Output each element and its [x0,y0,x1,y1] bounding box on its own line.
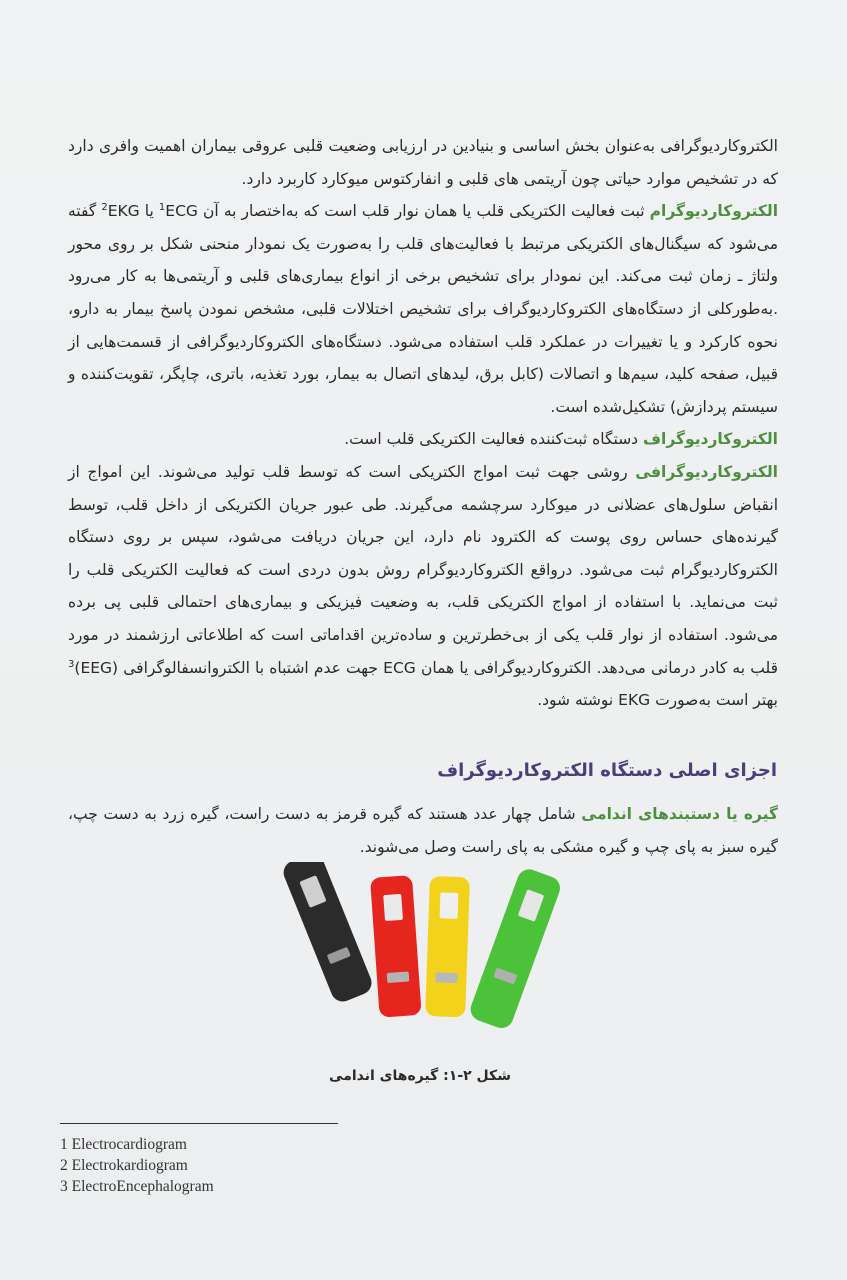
footnote-2: 2 Electrokardiogram [60,1157,188,1174]
abbr-ecg: ECG [383,658,416,677]
text-run: گفته می‌شود که سیگنال‌های الکتریکی مرتبط با فعالیت‌های قلب را به‌صورت یک نمودار منحنی شکل بر روی محور ولتاژ ـ زمان ثبت می‌کند. این نمودار برای تشخیص برخی از انواع بیماری‌های قلبی و آریتمی‌ها به کار می‌رود .به‌طورکلی از دستگاه‌های الکتروکاردیوگراف برای تشخیص اختلالات قلبی، مشخص نمودن پاسخ بیمار به دارو، نحوه کارکرد و یا تغییرات در عملکرد قلب استفاده می‌شود. دستگاه‌های الکتروکاردیوگرافی از قسمت‌هایی از قبیل، صفحه کلید، سیم‌ها و اتصالات (کابل برق، لیدهای اتصال به بیمار، بورد تغذیه، باتری، چاپگر، تقویت‌کننده و سیستم پردازش) تشکیل‌شده است. [68,202,778,416]
abbr-ecg: ECG [165,202,198,221]
figure-caption: شکل ۲-۱: گیره‌های اندامی [329,1068,511,1084]
text-run: نوشته شود. [537,691,619,710]
abbr-ekg: EKG [107,202,140,221]
footnote-ref-3: 3 [68,658,75,670]
paragraph-intro: الکتروکاردیوگرافی به‌عنوان بخش اساسی و بنیادین در ارزیابی وضعیت قلبی عروقی بیماران اهمیت وافری دارد که در تشخیص موارد حیاتی چون آریتمی های قلبی و انفارکتوس میوکارد کاربرد دارد. [68,137,778,188]
text-run: جهت عدم اشتباه با الکتروانسفالوگرافی ( [112,658,384,677]
bleed-through-text [60,58,800,98]
text-run: بهتر است به‌صورت [650,691,778,710]
clamps-paragraph [68,798,778,863]
red-clamp [370,875,422,1018]
section-heading: اجزای اصلی دستگاه الکتروکاردیوگراف [437,760,777,781]
text-run: ثبت فعالیت الکتریکی قلب یا همان نوار قلب است که به‌اختصار به آن [197,202,650,221]
abbr-ekg: EKG [618,691,651,710]
term-electrocardiograph: الکتروکاردیوگراف [643,430,778,449]
footnote-ref-2: 2 [101,202,108,214]
text-run: شامل چهار عدد هستند که گیره قرمز به دست راست، گیره زرد به دست چپ، گیره سبز به پای چپ و گیره مشکی به پای راست وصل می‌شوند. [68,805,778,856]
paragraph-electrocardiography [68,456,778,717]
main-text [68,130,778,717]
term-limb-clamps: گیره یا دستبندهای اندامی [581,805,779,823]
black-clamp [280,862,375,1005]
green-clamp-body [467,866,563,1031]
term-electrocardiogram: الکتروکاردیوگرام [649,202,779,221]
footnote-ref-1: 1 [158,202,166,214]
limb-clamps-figure [260,862,580,1047]
yellow-clamp-jaw [435,972,457,983]
text-run: روشی جهت ثبت امواج الکتریکی است که توسط قلب تولید می‌شوند. این امواج از انقباض سلول‌های عضلانی در میوکارد سرچشمه می‌گیرند. طی عبور جریان الکتریکی از داخل قلب، توسط گیرنده‌های حساس روی پوست که الکترود نام دارد، این جریان دریافت می‌شود، سپس بر روی دستگاه الکتروکاردیوگرام ثبت می‌شود. درواقع الکتروکاردیوگرام روش بدون دردی است که فعالیت الکتریکی قلب را ثبت می‌نماید. با استفاده از امواج الکتریکی قلب، به وضعیت فیزیکی و بیماری‌های احتمالی قلبی پی برده می‌شود. استفاده از نوار قلب یکی از بی‌خطرترین و ساده‌ترین اقداماتی است که اطلاعاتی ارزشمند در مورد قلب به کادر درمانی می‌دهد. الکتروکاردیوگرافی یا همان [68,462,778,677]
text-run: یا [139,202,159,221]
footnote-separator [60,1123,338,1124]
paragraph-electrocardiograph [68,423,778,456]
abbr-eeg: EEG [80,658,113,677]
term-electrocardiography: الکتروکاردیوگرافی [635,462,778,481]
clamps-text [68,798,778,863]
red-clamp-jaw [387,972,410,984]
red-clamp-spring [383,894,403,921]
text-run: ) [74,658,81,677]
black-clamp-body [280,862,375,1005]
footnote-3: 3 ElectroEncephalogram [60,1178,214,1195]
yellow-clamp [425,876,470,1017]
paragraph-ecg-definition [68,195,778,423]
yellow-clamp-spring [440,892,459,919]
footnotes [60,1134,214,1197]
text-run: دستگاه ثبت‌کننده فعالیت الکتریکی قلب است. [344,430,644,449]
green-clamp [467,866,563,1031]
footnote-1: 1 Electrocardiogram [60,1136,187,1153]
